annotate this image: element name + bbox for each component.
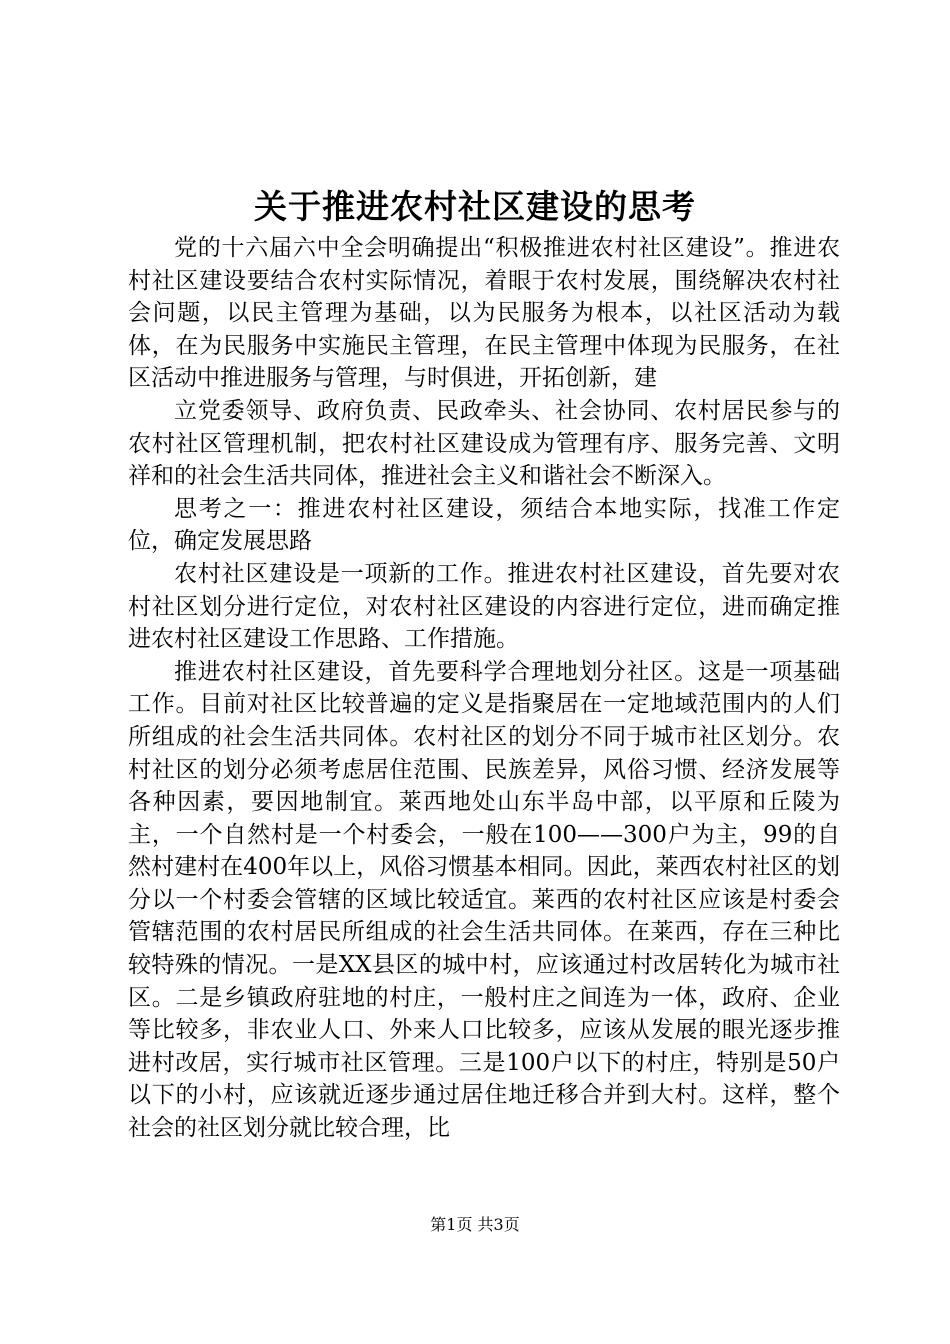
paragraph: 党的十六届六中全会明确提出“积极推进农村社区建设”。推进农村社区建设要结合农村实际情况，着眼于农村发展，围绕解决农村社会问题，以民主管理为基础，以为民服务为根本，以社区活动为载体，在为民服务中实施民主管理，在民主管理中体现为民服务，在社区活动中推进服务与管理，与时俱进，开拓创新，建 — [128, 235, 840, 392]
page-footer: 第1页 共3页 — [430, 1215, 520, 1234]
paragraph: 立党委领导、政府负责、民政牵头、社会协同、农村居民参与的农村社区管理机制，把农村社区建设成为管理有序、服务完善、文明祥和的社会生活共同体，推进社会主义和谐社会不断深入。 — [128, 397, 840, 490]
paragraph: 农村社区建设是一项新的工作。推进农村社区建设，首先要对农村社区划分进行定位，对农村社区建设的内容进行定位，进而确定推进农村社区建设工作思路、工作措施。 — [128, 560, 840, 653]
paragraph: 推进农村社区建设，首先要科学合理地划分社区。这是一项基础工作。目前对社区比较普遍的定义是指聚居在一定地域范围内的人们所组成的社会生活共同体。农村社区的划分不同于城市社区划分。农村社区的划分必须考虑居住范围、民族差异，风俗习惯、经济发展等各种因素，要因地制宜。莱西地处山东半岛中部，以平原和丘陵为主，一个自然村是一个村委会，一般在100——300户为主，99的自然村建村在400年以上，风俗习惯基本相同。因此，莱西农村社区的划分以一个村委会管辖的区域比较适宜。莱西的农村社区应该是村委会管辖范围的农村居民所组成的社会生活共同体。在莱西，存在三种比较特殊的情况。一是XX县区的城中村，应该通过村改居转化为城市社区。二是乡镇政府驻地的村庄，一般村庄之间连为一体，政府、企业等比较多，非农业人口、外来人口比较多，应该从发展的眼光逐步推进村改居，实行城市社区管理。三是100户以下的村庄，特别是50户以下的小村，应该就近逐步通过居住地迁移合并到大村。这样，整个社会的社区划分就比较合理，比 — [128, 658, 840, 1142]
section-heading: 思考之一：推进农村社区建设，须结合本地实际，找准工作定位，确定发展思路 — [128, 495, 840, 555]
document-title: 关于推进农村社区建设的思考 — [254, 187, 696, 226]
document-body — [128, 232, 840, 1145]
